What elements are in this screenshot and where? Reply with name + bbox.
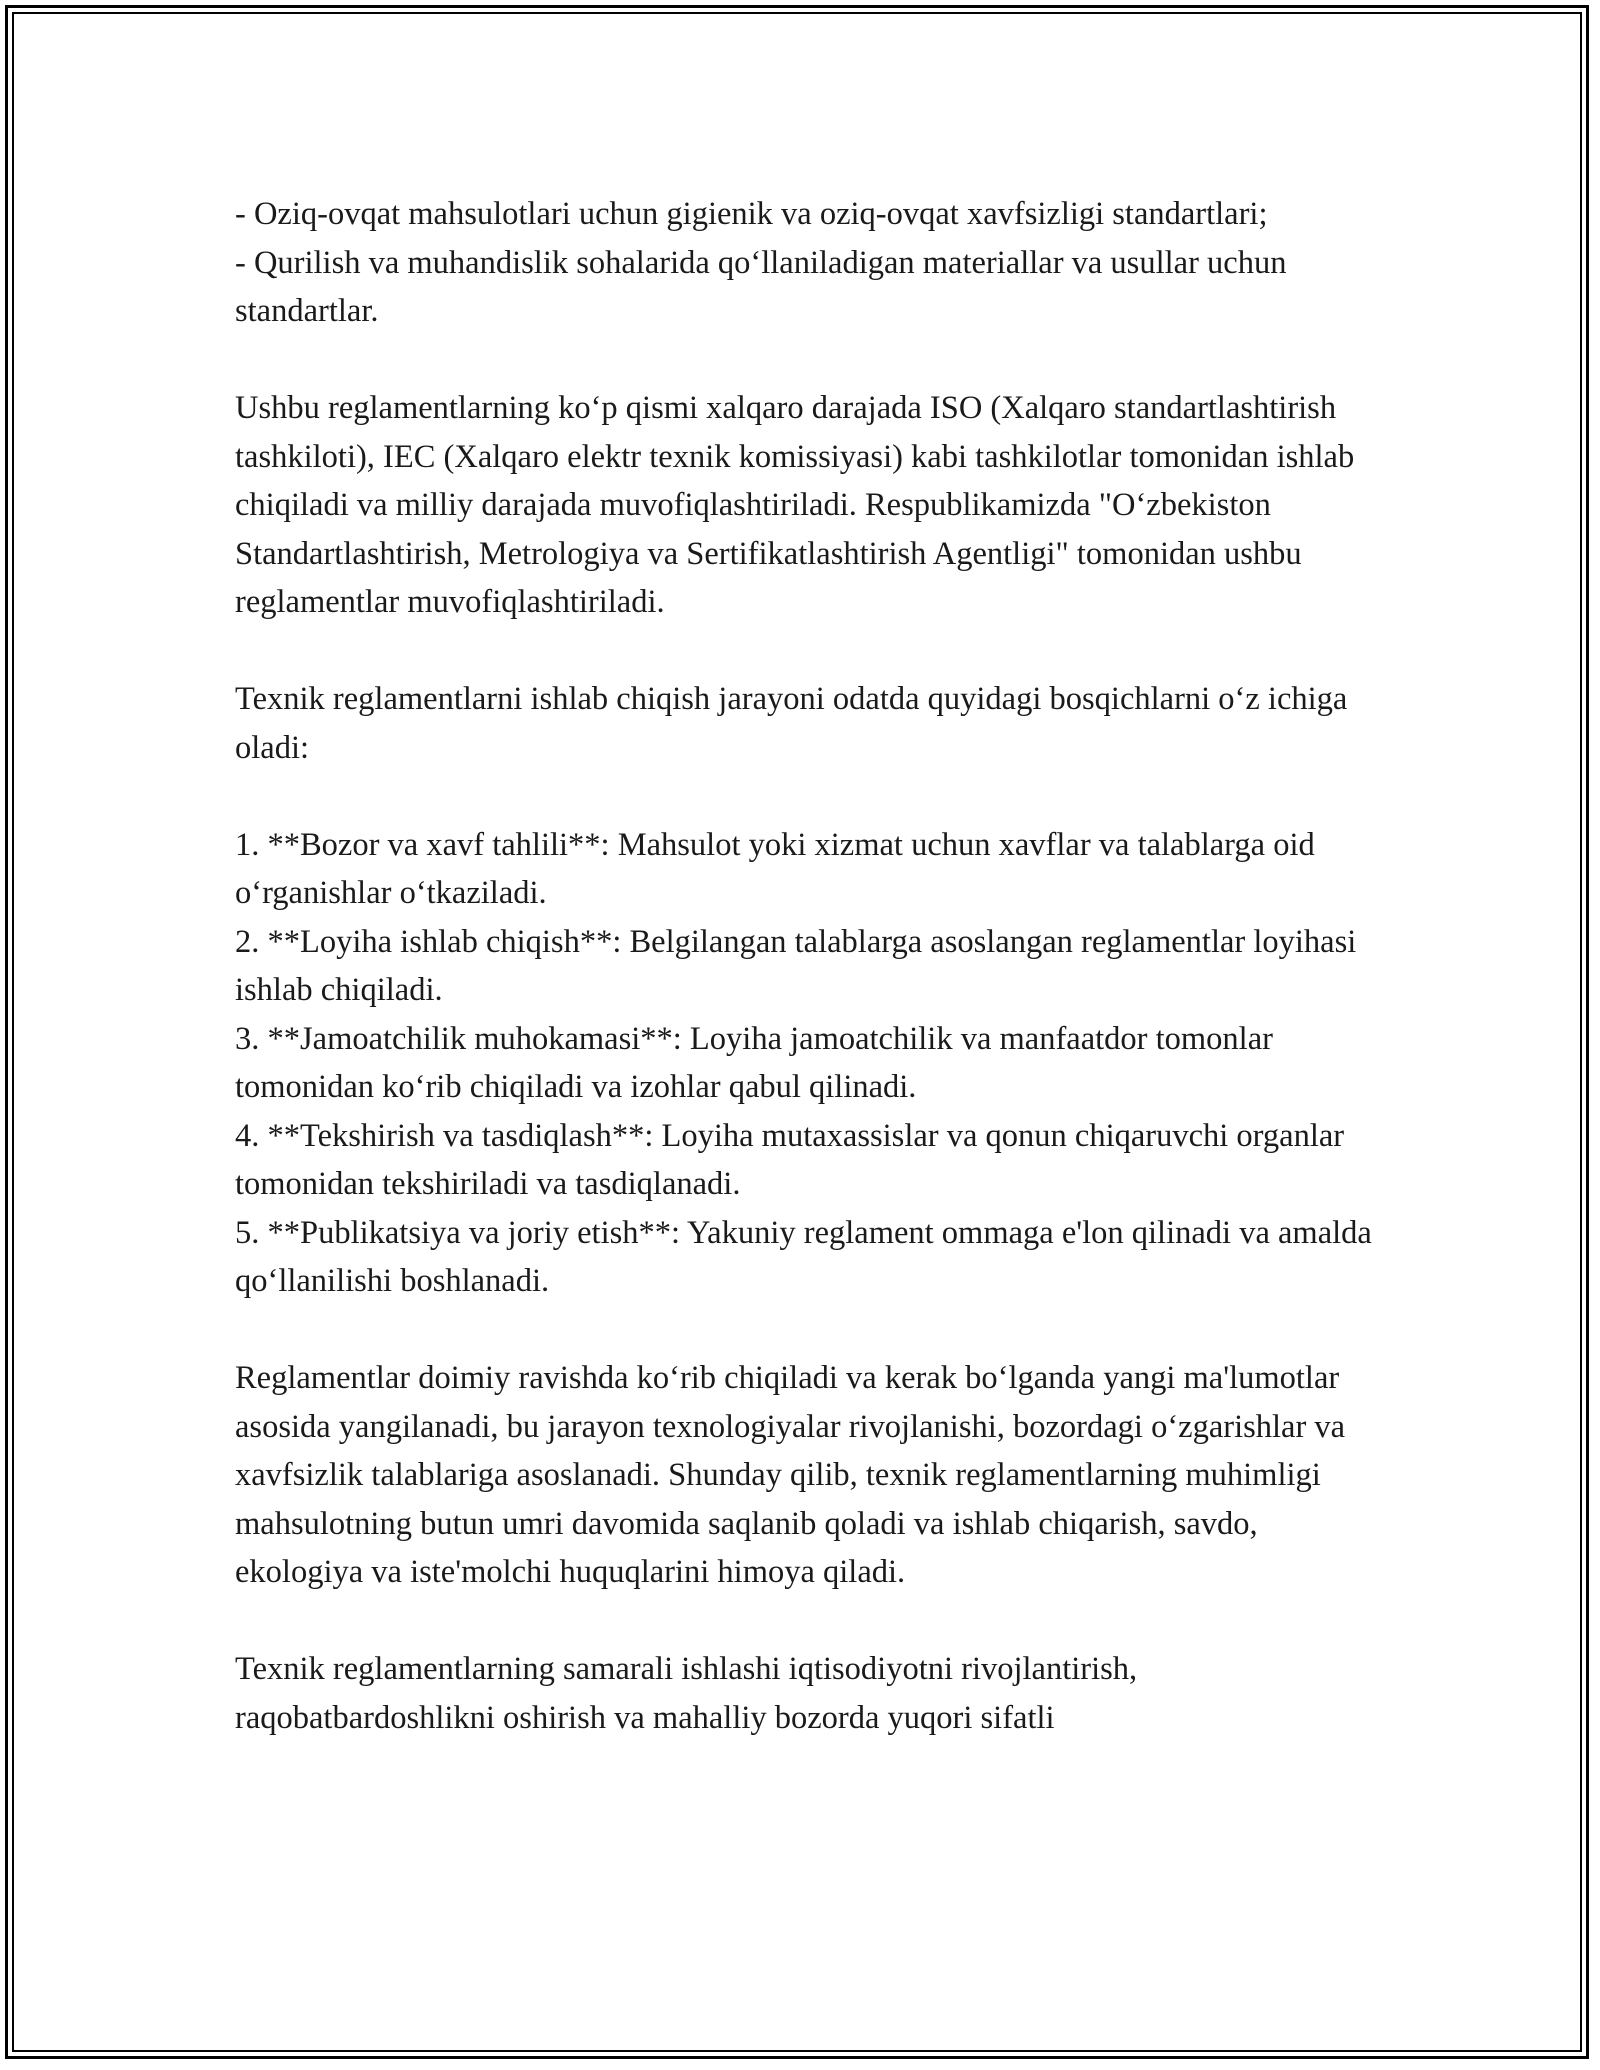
paragraph-gap (235, 336, 1375, 385)
paragraph-gap (235, 772, 1375, 821)
paragraph-updates: Reglamentlar doimiy ravishda ko‘rib chiqiladi va kerak bo‘lganda yangi ma'lumotlar asosida yangilanadi, bu jarayon texnologiyalar rivojlanishi, bozordagi o‘zgarishlar va xavfsizlik talablariga asoslanadi. Shunday qilib, texnik reglamentlarning muhimligi mahsulotning butun umri davomida saqlanib qoladi va ishlab chiqarish, savdo, ekologiya va iste'molchi huquqlarini himoya qiladi. (235, 1360, 1346, 1590)
bullet-item-food-safety: - Oziq-ovqat mahsulotlari uchun gigienik va oziq-ovqat xavfsizligi standartlari; (235, 196, 1268, 232)
paragraph-iso-iec: Ushbu reglamentlarning ko‘p qismi xalqaro darajada ISO (Xalqaro standartlashtirish tashkiloti), IEC (Xalqaro elektr texnik komissiyasi) kabi tashkilotlar tomonidan ishlab chiqiladi va milliy darajada muvofiqlashtiriladi. Respublikamizda "O‘zbekiston Standartlashtirish, Metrologiya va Sertifikatlashtirish Agentligi" tomonidan ushbu reglamentlar muvofiqlashtiriladi. (235, 390, 1355, 620)
paragraph-gap (235, 627, 1375, 676)
bullet-item-construction: - Qurilish va muhandislik sohalarida qo‘llaniladigan materiallar va usullar uchun standartlar. (235, 244, 1287, 329)
document-body (235, 190, 1375, 1742)
paragraph-gap (235, 1306, 1375, 1355)
step-item-1: 1. **Bozor va xavf tahlili**: Mahsulot yoki xizmat uchun xavflar va talablarga oid o‘rganishlar o‘tkaziladi. (235, 826, 1315, 911)
step-item-2: 2. **Loyiha ishlab chiqish**: Belgilangan talablarga asoslangan reglamentlar loyihasi ishlab chiqiladi. (235, 923, 1357, 1008)
step-item-4: 4. **Tekshirish va tasdiqlash**: Loyiha mutaxassislar va qonun chiqaruvchi organlar tomonidan tekshiriladi va tasdiqlanadi. (235, 1117, 1345, 1202)
step-item-5: 5. **Publikatsiya va joriy etish**: Yakuniy reglament ommaga e'lon qilinadi va amalda qo‘llanilishi boshlanadi. (235, 1214, 1372, 1299)
paragraph-effectiveness: Texnik reglamentlarning samarali ishlashi iqtisodiyotni rivojlantirish, raqobatbardoshlikni oshirish va mahalliy bozorda yuqori sifatli (235, 1651, 1138, 1736)
paragraph-process-intro: Texnik reglamentlarni ishlab chiqish jarayoni odatda quyidagi bosqichlarni o‘z ichiga oladi: (235, 681, 1348, 766)
paragraph-gap (235, 1597, 1375, 1646)
step-item-3: 3. **Jamoatchilik muhokamasi**: Loyiha jamoatchilik va manfaatdor tomonlar tomonidan ko‘rib chiqiladi va izohlar qabul qilinadi. (235, 1020, 1273, 1105)
